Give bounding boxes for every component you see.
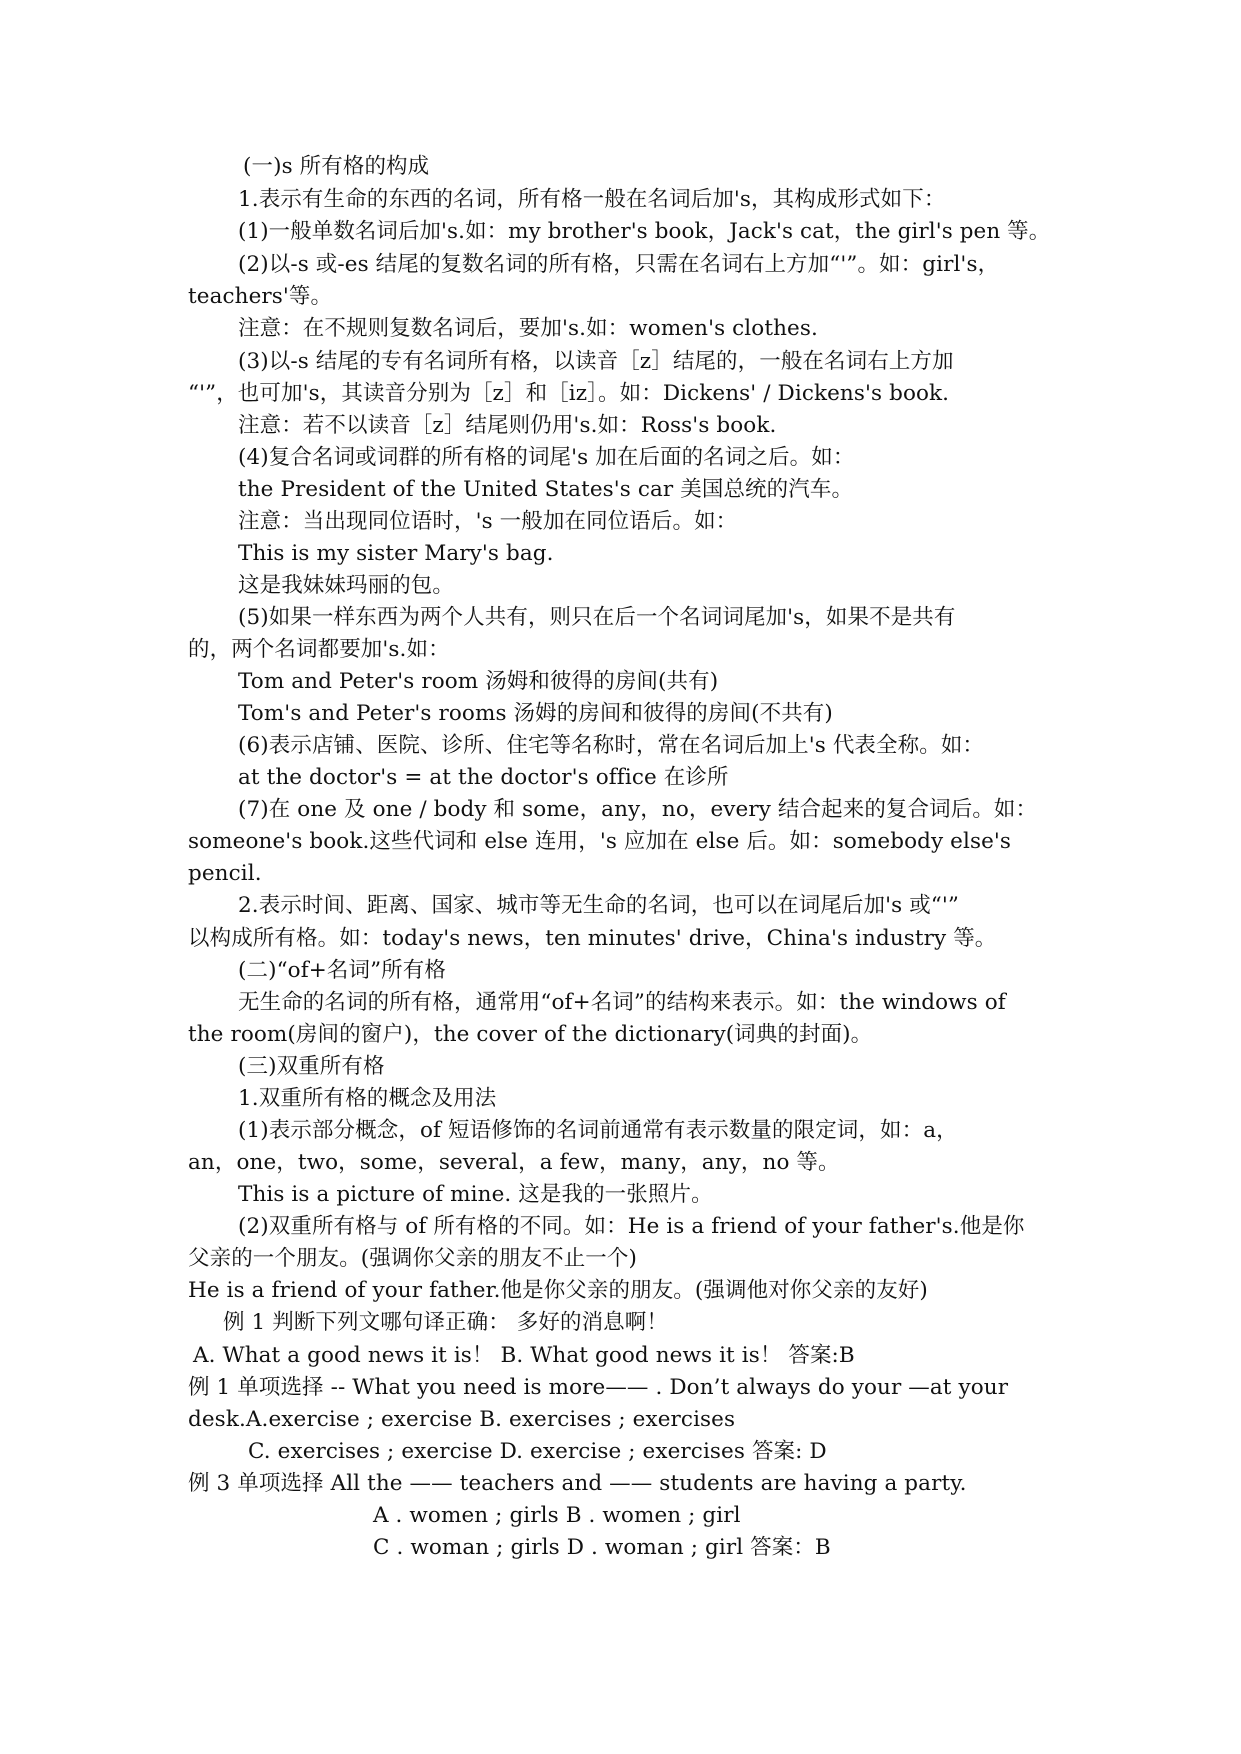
- text-line: (1)一般单数名词后加's.如：my brother's book，Jack's cat，the girl's pen 等。: [238, 219, 1051, 244]
- text-line: 注意：当出现同位语时，'s 一般加在同位语后。如：: [238, 509, 738, 534]
- text-line: He is a friend of your father.他是你父亲的朋友。(强调他对你父亲的友好): [188, 1278, 928, 1303]
- text-line: 以构成所有格。如：today's news，ten minutes' drive，China's industry 等。: [188, 926, 997, 951]
- example-line: 例 3 单项选择 All the —— teachers and —— students are having a party.: [188, 1471, 967, 1496]
- text-line: (7)在 one 及 one / body 和 some，any，no，every 结合起来的复合词后。如：: [238, 797, 1038, 822]
- example-line: C . woman ; girls D . woman ; girl 答案：B: [373, 1535, 831, 1560]
- text-line: 无生命的名词的所有格，通常用“of+名词”的结构来表示。如：the windows of: [238, 990, 1006, 1015]
- section-heading: (一)s 所有格的构成: [243, 154, 430, 179]
- text-line: pencil.: [188, 861, 262, 886]
- text-line: 父亲的一个朋友。(强调你父亲的朋友不止一个): [188, 1246, 637, 1271]
- text-line: the room(房间的窗户)，the cover of the dictionary(词典的封面)。: [188, 1022, 873, 1047]
- example-line: 例 1 判断下列文哪句译正确： 多好的消息啊！: [223, 1310, 668, 1335]
- text-line: This is a picture of mine. 这是我的一张照片。: [238, 1182, 713, 1207]
- text-line: someone's book.这些代词和 else 连用，'s 应加在 else 后。如：somebody else's: [188, 829, 1012, 854]
- text-line: 注意：若不以读音［z］结尾则仍用's.如：Ross's book.: [238, 413, 777, 438]
- text-line: 1.双重所有格的概念及用法: [238, 1086, 497, 1111]
- text-line: 这是我妹妹玛丽的包。: [238, 573, 455, 598]
- text-line: an，one，two，some，several，a few，many，any，no 等。: [188, 1150, 840, 1175]
- text-line: (2)双重所有格与 of 所有格的不同。如：He is a friend of your father's.他是你: [238, 1214, 1025, 1239]
- text-line: the President of the United States's car 美国总统的汽车。: [238, 477, 854, 502]
- text-line: 注意：在不规则复数名词后，要加's.如：women's clothes.: [238, 316, 818, 341]
- text-line: Tom and Peter's room 汤姆和彼得的房间(共有): [238, 669, 719, 694]
- example-line: A . women ; girls B . women ; girl: [373, 1503, 741, 1528]
- text-line: (6)表示店铺、医院、诊所、住宅等名称时，常在名词后加上's 代表全称。如：: [238, 733, 985, 758]
- text-line: (4)复合名词或词群的所有格的词尾's 加在后面的名词之后。如：: [238, 445, 855, 470]
- text-line: Tom's and Peter's rooms 汤姆的房间和彼得的房间(不共有): [238, 701, 833, 726]
- example-line: A. What a good news it is！ B. What good news it is！ 答案:B: [193, 1343, 855, 1368]
- text-line: teachers'等。: [188, 284, 333, 309]
- text-line: (5)如果一样东西为两个人共有，则只在后一个名词词尾加's，如果不是共有: [238, 605, 956, 630]
- text-line: “'”，也可加's，其读音分别为［z］和［iz］。如：Dickens' / Dickens's book.: [188, 381, 950, 406]
- section-heading: (三)双重所有格: [238, 1054, 385, 1079]
- text-line: 1.表示有生命的东西的名词，所有格一般在名词后加's，其构成形式如下：: [238, 187, 946, 212]
- text-line: 2.表示时间、距离、国家、城市等无生命的名词，也可以在词尾后加's 或“'”: [238, 893, 959, 918]
- example-line: desk.A.exercise ; exercise B. exercises ; exercises: [188, 1407, 736, 1432]
- text-line: (1)表示部分概念，of 短语修饰的名词前通常有表示数量的限定词，如：a，: [238, 1118, 958, 1143]
- text-line: (3)以-s 结尾的专有名词所有格，以读音［z］结尾的，一般在名词右上方加: [238, 349, 954, 374]
- example-line: C. exercises ; exercise D. exercise ; exercises 答案: D: [248, 1439, 827, 1464]
- text-line: (2)以-s 或-es 结尾的复数名词的所有格，只需在名词右上方加“'”。如：girl's，: [238, 252, 1000, 277]
- text-line: This is my sister Mary's bag.: [238, 541, 554, 566]
- text-line: 的，两个名词都要加's.如：: [188, 637, 450, 662]
- text-line: at the doctor's = at the doctor's office 在诊所: [238, 765, 729, 790]
- example-line: 例 1 单项选择 -- What you need is more—— . Don’t always do your —at your: [188, 1375, 1009, 1400]
- section-heading: (二)“of+名词”所有格: [238, 958, 446, 983]
